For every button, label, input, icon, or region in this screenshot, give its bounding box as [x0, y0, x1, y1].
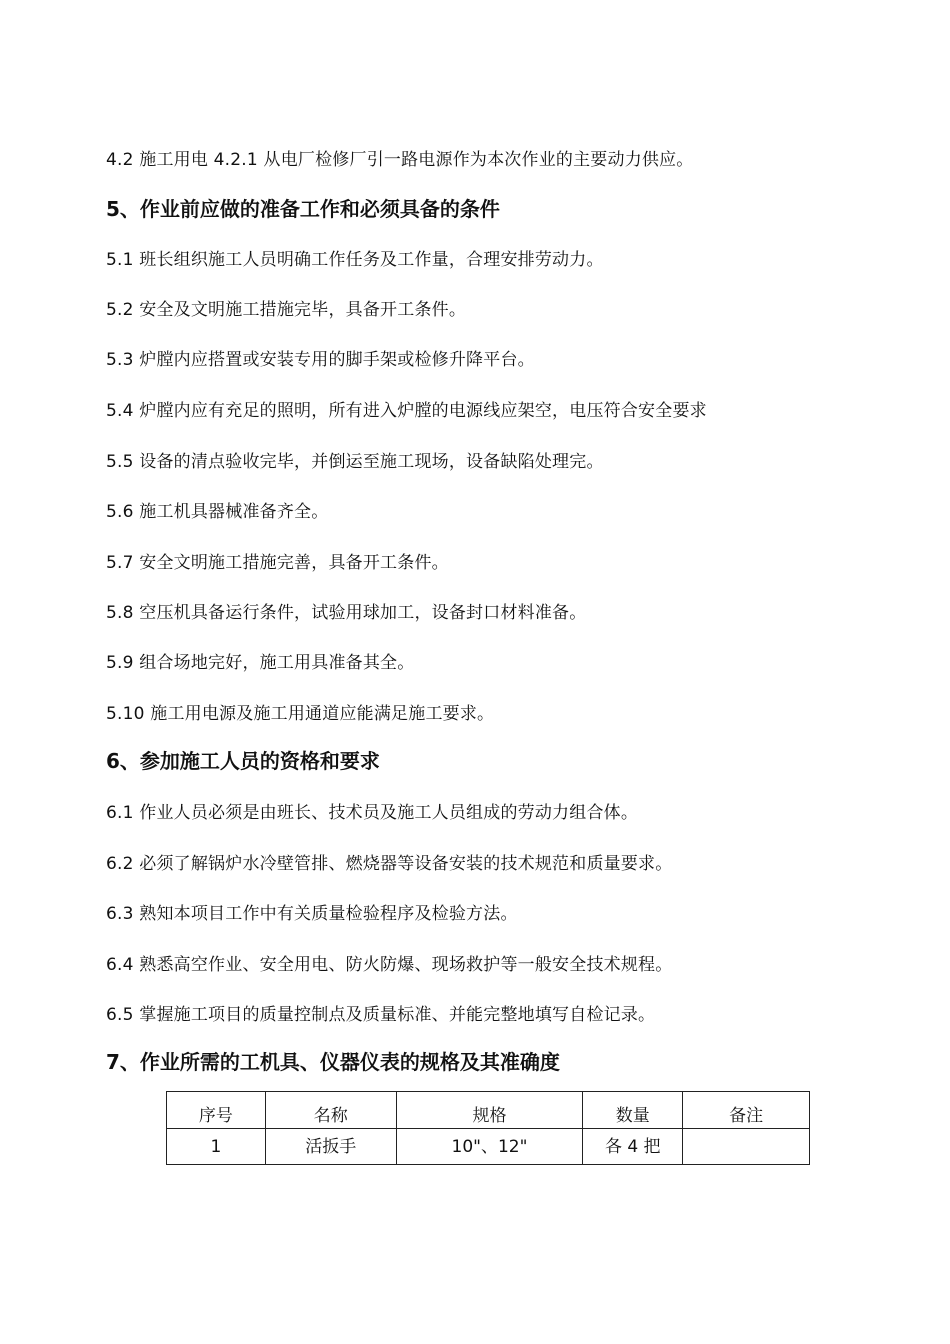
section-heading-7: 7、作业所需的工机具、仪器仪表的规格及其准确度: [106, 1050, 560, 1074]
paragraph-5-6: 5.6 施工机具器械准备齐全。: [106, 502, 329, 522]
header-remarks: 备注: [683, 1092, 810, 1129]
section-heading-6: 6、参加施工人员的资格和要求: [106, 749, 380, 773]
header-specification: 规格: [396, 1092, 583, 1129]
table-row: [167, 1129, 810, 1165]
header-quantity: 数量: [583, 1092, 683, 1129]
paragraph-5-8: 5.8 空压机具备运行条件，试验用球加工，设备封口材料准备。: [106, 603, 587, 623]
tools-table: [166, 1091, 810, 1165]
paragraph-6-4: 6.4 熟悉高空作业、安全用电、防火防爆、现场救护等一般安全技术规程。: [106, 955, 673, 975]
header-name: 名称: [265, 1092, 396, 1129]
header-serial-number: 序号: [167, 1092, 266, 1129]
paragraph-5-4: 5.4 炉膛内应有充足的照明，所有进入炉膛的电源线应架空，电压符合安全要求: [106, 401, 707, 421]
paragraph-5-1: 5.1 班长组织施工人员明确工作任务及工作量，合理安排劳动力。: [106, 250, 604, 270]
table-header-row: [167, 1092, 810, 1129]
paragraph-6-1: 6.1 作业人员必须是由班长、技术员及施工人员组成的劳动力组合体。: [106, 803, 639, 823]
paragraph-5-5: 5.5 设备的清点验收完毕，并倒运至施工现场，设备缺陷处理完。: [106, 452, 604, 472]
paragraph-5-2: 5.2 安全及文明施工措施完毕，具备开工条件。: [106, 300, 467, 320]
cell-quantity: 各 4 把: [583, 1129, 683, 1165]
paragraph-6-5: 6.5 掌握施工项目的质量控制点及质量标准、并能完整地填写自检记录。: [106, 1005, 656, 1025]
paragraph-5-10: 5.10 施工用电源及施工用通道应能满足施工要求。: [106, 704, 495, 724]
cell-name: 活扳手: [265, 1129, 396, 1165]
cell-remarks: [683, 1129, 810, 1165]
paragraph-4-2: 4.2 施工用电 4.2.1 从电厂检修厂引一路电源作为本次作业的主要动力供应。: [106, 150, 694, 170]
paragraph-5-9: 5.9 组合场地完好，施工用具准备其全。: [106, 653, 415, 673]
paragraph-6-2: 6.2 必须了解锅炉水冷壁管排、燃烧器等设备安装的技术规范和质量要求。: [106, 854, 673, 874]
cell-serial-number: 1: [167, 1129, 266, 1165]
section-heading-5: 5、作业前应做的准备工作和必须具备的条件: [106, 197, 500, 221]
paragraph-6-3: 6.3 熟知本项目工作中有关质量检验程序及检验方法。: [106, 904, 518, 924]
paragraph-5-3: 5.3 炉膛内应搭置或安装专用的脚手架或检修升降平台。: [106, 350, 535, 370]
cell-specification: 10"、12": [396, 1129, 583, 1165]
paragraph-5-7: 5.7 安全文明施工措施完善，具备开工条件。: [106, 553, 449, 573]
